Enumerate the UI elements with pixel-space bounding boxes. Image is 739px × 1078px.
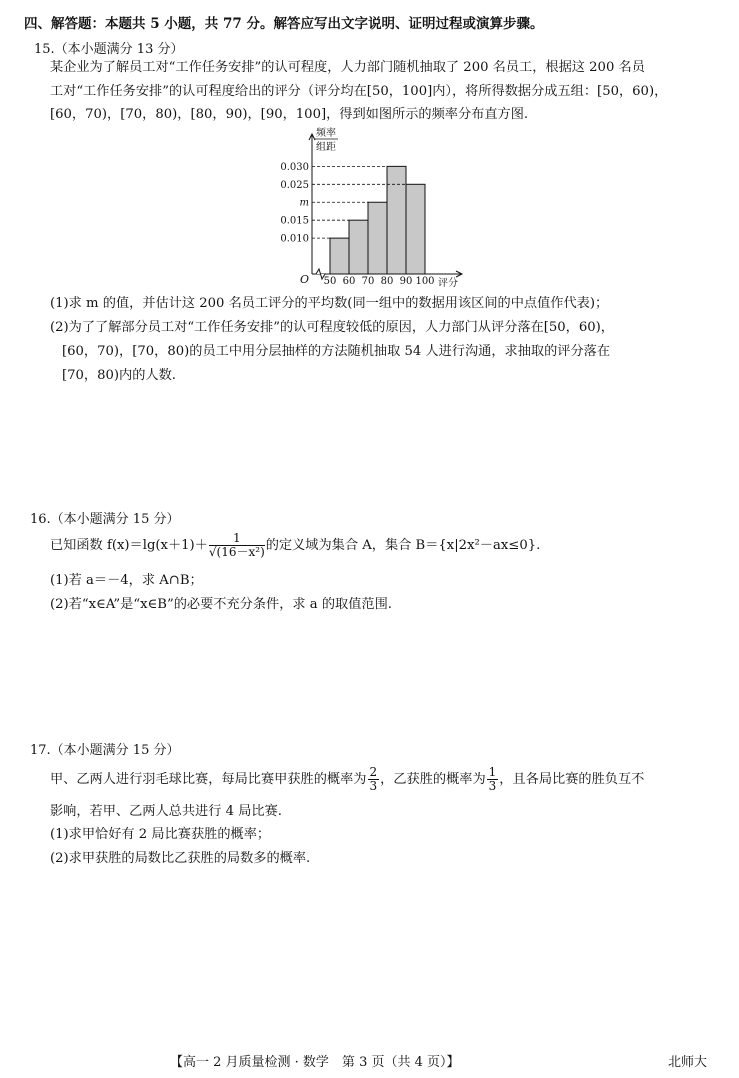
q15-part-2-line-2: [60，70)，[70，80)的员工中用分层抽样的方法随机抽取 54 人进行沟通，求抽取的评分落在 [62, 344, 611, 359]
y-label-top: 频率 [316, 128, 336, 139]
x-tick-label: 100 [415, 276, 435, 287]
histogram-bar [387, 166, 406, 274]
q17-prob-jia [368, 766, 380, 793]
q16-frac-numerator: 1 [209, 532, 265, 546]
q16-frac-denominator: √(16－x²) [208, 545, 265, 559]
x-tick-label: 80 [380, 276, 394, 287]
q17-prob-yi-num: 1 [488, 765, 497, 779]
histogram-bar [330, 238, 349, 274]
q15-stem-line-2: 工对“工作任务安排”的认可程度给出的评分（评分均在[50，100]内），将所得数据分成五组：[50，60)， [50, 84, 668, 99]
x-axis-label: 评分 [438, 278, 458, 289]
q17-number: 17.（本小题满分 15 分） [30, 743, 180, 758]
q15-number: 15.（本小题满分 13 分） [34, 42, 184, 57]
q17-part-2: (2)求甲获胜的局数比乙获胜的局数多的概率. [50, 851, 311, 866]
x-tick-label: 50 [323, 276, 337, 287]
q17-prob-jia-den: 3 [369, 779, 378, 793]
q15-part-1: (1)求 m 的值，并估计这 200 名员工评分的平均数(同一组中的数据用该区间的中点值作代表)； [50, 296, 609, 311]
q16-stem-part-b: 的定义域为集合 A，集合 B＝{x|2x²－ax≤0}. [265, 538, 541, 553]
q15-stem-line-3: [60，70)，[70，80)，[80，90)，[90，100]，得到如图所示的频率分布直方图. [50, 107, 529, 122]
y-tick-label: 0.015 [280, 215, 309, 227]
histogram-bar [368, 202, 387, 274]
y-label-bottom: 组距 [316, 142, 336, 153]
q15-part-2-line-1: (2)为了了解部分员工对“工作任务安排”的认可程度较低的原因，人力部门从评分落在[50，60)， [50, 320, 614, 335]
x-tick-label: 70 [361, 276, 375, 287]
q17-prob-yi-den: 3 [488, 779, 497, 793]
q17-part-1: (1)求甲恰好有 2 局比赛获胜的概率； [50, 827, 271, 842]
q17-stem-line-2: 影响，若甲、乙两人总共进行 4 局比赛. [50, 804, 282, 819]
q16-part-1: (1)若 a＝－4，求 A∩B； [50, 573, 203, 588]
q16-part-2: (2)若“x∈A”是“x∈B”的必要不充分条件，求 a 的取值范围. [50, 597, 392, 612]
y-tick-label: 0.025 [280, 179, 309, 191]
q17-prob-jia-num: 2 [369, 765, 378, 779]
q16-stem-part-a: 已知函数 f(x)＝lg(x＋1)＋ [50, 538, 208, 553]
q17-stem-part-b: ，乙获胜的概率为 [380, 772, 486, 787]
page-footer: 【高一 2 月质量检测 · 数学 第 3 页（共 4 页）】 [170, 1055, 460, 1070]
q15-part-2-line-3: [70，80)内的人数. [62, 368, 176, 383]
origin-label: O [300, 273, 310, 286]
section-header: 四、解答题：本题共 5 小题，共 77 分。解答应写出文字说明、证明过程或演算步骤。 [24, 16, 544, 32]
y-tick-label: 0.030 [280, 161, 309, 173]
y-tick-label: m [299, 197, 309, 209]
q17-prob-yi [487, 766, 499, 793]
q16-stem [50, 532, 540, 559]
frequency-histogram [270, 124, 470, 290]
histogram-bar [406, 184, 425, 274]
q16-number: 16.（本小题满分 15 分） [30, 512, 180, 527]
histogram-bar [349, 220, 368, 274]
x-tick-label: 60 [342, 276, 356, 287]
q15-stem-line-1: 某企业为了解员工对“工作任务安排”的认可程度，人力部门随机抽取了 200 名员工，根据这 200 名员 [50, 60, 645, 75]
q17-stem-line-1 [50, 766, 644, 793]
x-tick-label: 90 [399, 276, 413, 287]
y-tick-label: 0.010 [280, 233, 309, 245]
q17-stem-part-c: ，且各局比赛的胜负互不 [499, 772, 645, 787]
edition-label: 北师大 [668, 1055, 708, 1070]
q17-stem-part-a: 甲、乙两人进行羽毛球比赛，每局比赛甲获胜的概率为 [50, 772, 367, 787]
q16-fraction [209, 532, 265, 559]
